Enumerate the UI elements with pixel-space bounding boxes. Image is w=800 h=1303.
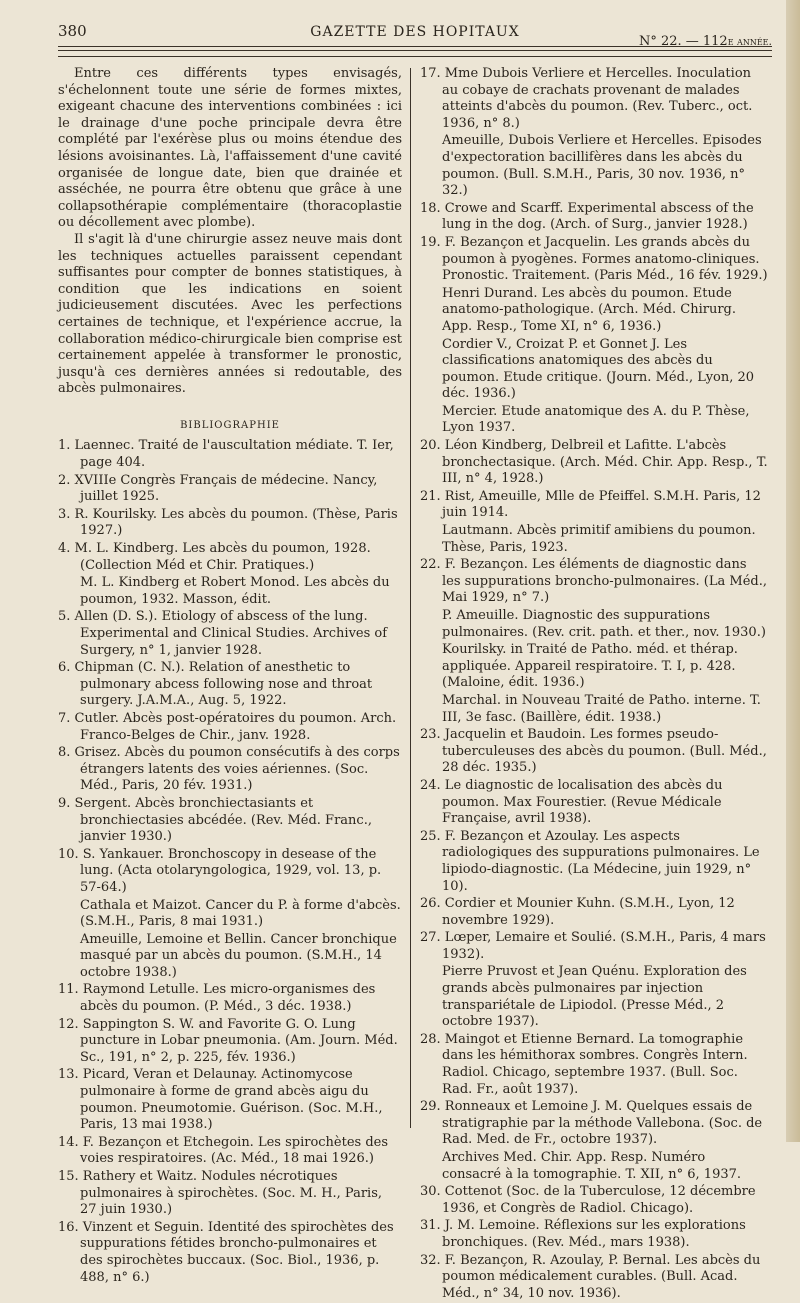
reference-item: Henri Durand. Les abcès du poumon. Etude anatomo-pathologique. (Arch. Méd. Chirurg. App. Resp., Tome XI, n° 6, 1936.) bbox=[442, 285, 736, 334]
reference-item: Pierre Pruvost et Jean Quénu. Exploration des grands abcès pulmonaires par injection transpariétale de Lipiodol. (Presse Méd., 2 octobre 1937). bbox=[442, 964, 747, 1030]
reference-item: 32. F. Bezançon, R. Azoulay, P. Bernal. Les abcès du poumon médicalement curables. (Bull. Acad. Méd., n° 34, 10 nov. 1936). bbox=[420, 1252, 761, 1301]
body-paragraph: Entre ces différents types envisagés, s'échelonnent toute une série de formes mixtes, exigeant chacune des interventions combinées : ici le drainage d'une poche principale devra être complété par l'exérèse plus ou moins étendue des lésions avoisinantes. Là, l'affaissement d'une cavité organisée de longue date, bien que drainée et asséchée, ne pourra être obtenu que grâce à une collapsothérapie complémentaire (thoracoplastie ou décollement avec plombe). bbox=[58, 66, 402, 231]
reference-item: Ameuille, Lemoine et Bellin. Cancer bronchique masqué par un abcès du poumon. (S.M.H., 14 octobre 1938.) bbox=[80, 931, 397, 980]
reference-item: Marchal. in Nouveau Traité de Patho. interne. T. III, 3e fasc. (Baillère, édit. 1938.) bbox=[442, 692, 761, 725]
reference-item: 11. Raymond Letulle. Les micro-organismes des abcès du poumon. (P. Méd., 3 déc. 1938.) bbox=[58, 982, 376, 1015]
issue-number-main: N° 22. — 112 bbox=[638, 34, 728, 49]
reference-item: 30. Cottenot (Soc. de la Tuberculose, 12 décembre 1936, et Congrès de Radiol. Chicago). bbox=[420, 1184, 756, 1216]
reference-item: 27. Lœper, Lemaire et Soulié. (S.M.H., Paris, 4 mars 1932). bbox=[420, 930, 766, 962]
right-column bbox=[420, 66, 768, 1303]
reference-item: Cathala et Maizot. Cancer du P. à forme d'abcès. (S.M.H., Paris, 8 mai 1931.) bbox=[80, 897, 401, 930]
header-rule bbox=[58, 50, 772, 51]
header-rule bbox=[58, 46, 772, 47]
reference-item: 13. Picard, Veran et Delaunay. Actinomycose pulmonaire à forme de grand abcès aigu du poumon. Pneumotomie. Guérison. (Soc. M.H., Paris, 13 mai 1938.) bbox=[58, 1067, 383, 1133]
reference-item: 3. R. Kourilsky. Les abcès du poumon. (Thèse, Paris 1927.) bbox=[58, 506, 398, 539]
reference-item: 20. Léon Kindberg, Delbreil et Lafitte. L'abcès bronchectasique. (Arch. Méd. Chir. App. Resp., T. III, n° 4, 1928.) bbox=[420, 438, 768, 487]
reference-item: 5. Allen (D. S.). Etiology of abscess of the lung. Experimental and Clinical Studies. Archives of Surgery, n° 1, janvier 1928. bbox=[58, 609, 388, 658]
reference-item: 28. Maingot et Etienne Bernard. La tomographie dans les hémithorax sombres. Congrès Intern. Radiol. Chicago, septembre 1937. (Bull. Soc. Rad. Fr., août 1937). bbox=[420, 1031, 748, 1097]
reference-item: 7. Cutler. Abcès post-opératoires du poumon. Arch. Franco-Belges de Chir., janv. 1928. bbox=[58, 710, 397, 743]
issue-suffix: e année. bbox=[727, 35, 772, 48]
page-header bbox=[58, 20, 772, 48]
body-paragraph: Il s'agit là d'une chirurgie assez neuve mais dont les techniques actuelles paraissent cependant suffisantes pour compter de bonnes statistiques, à condition que les indications en soient judicieusement discutées. Avec les perfections certaines de technique, et l'expérience accrue, la collaboration médico-chirurgicale bien comprise est certainement appelée à transformer le pronostic, jusqu'à ces dernières années si redoutable, des abcès pulmonaires. bbox=[58, 231, 402, 397]
journal-title: GAZETTE DES HOPITAUX bbox=[310, 24, 520, 40]
reference-item: 22. F. Bezançon. Les éléments de diagnostic dans les suppurations broncho-pulmonaires. (La Méd., Mai 1929, n° 7.) bbox=[420, 557, 767, 606]
reference-item: 26. Cordier et Mounier Kuhn. (S.M.H., Lyon, 12 novembre 1929). bbox=[420, 896, 735, 928]
left-column bbox=[58, 66, 402, 1287]
reference-item: 1. Laennec. Traité de l'auscultation médiate. T. Ier, page 404. bbox=[58, 438, 394, 471]
reference-item: 10. S. Yankauer. Bronchoscopy in desease of the lung. (Acta otolaryngologica, 1929, vol. 13, p. 57-64.) bbox=[58, 846, 382, 895]
reference-item: Kourilsky. in Traité de Patho. méd. et thérap. appliquée. Appareil respiratoire. T. I, p. 428.(Maloine, édit. 1936.) bbox=[442, 642, 738, 691]
reference-item: 25. F. Bezançon et Azoulay. Les aspects radiologiques des suppurations pulmonaires. Le lipiodo-diagnostic. (La Médecine, juin 1929, n° 10). bbox=[420, 828, 760, 894]
reference-item: Lautmann. Abcès primitif amibiens du poumon. Thèse, Paris, 1923. bbox=[442, 523, 756, 555]
reference-item: 14. F. Bezançon et Etchegoin. Les spirochètes des voies respiratoires. (Ac. Méd., 18 mai 1926.) bbox=[58, 1134, 389, 1167]
reference-item: 31. J. M. Lemoine. Réflexions sur les explorations bronchiques. (Rev. Méd., mars 1938). bbox=[420, 1218, 746, 1250]
reference-item: Ameuille, Dubois Verliere et Hercelles. Episodes d'expectoration bacillifères dans les abcès du poumon. (Bull. S.M.H., Paris, 30 nov. 1936, n° 32.) bbox=[442, 133, 762, 199]
reference-item: P. Ameuille. Diagnostic des suppurations pulmonaires. (Rev. crit. path. et ther., nov. 1930.) bbox=[442, 608, 766, 640]
reference-item: 9. Sergent. Abcès bronchiectasiants et bronchiectasies abcédée. (Rev. Méd. Franc., janvier 1930.) bbox=[58, 795, 372, 845]
bibliography-title: BIBLIOGRAPHIE bbox=[180, 419, 280, 431]
reference-item: 2. XVIIIe Congrès Français de médecine. Nancy, juillet 1925. bbox=[58, 472, 378, 505]
page-edge bbox=[786, 0, 800, 1142]
bibliography-list bbox=[58, 438, 402, 1286]
reference-item: Mercier. Etude anatomique des A. du P. Thèse, Lyon 1937. bbox=[442, 403, 750, 436]
reference-item: 16. Vinzent et Seguin. Identité des spirochètes des suppurations fétides broncho-pulmonaires et des spirochètes buccaux. (Soc. Biol., 1936, p. 488, n° 6.) bbox=[58, 1219, 394, 1285]
reference-item: 6. Chipman (C. N.). Relation of anesthetic to pulmonary abcess following nose and throat surgery. J.A.M.A., Aug. 5, 1922. bbox=[58, 660, 373, 709]
reference-item: 29. Ronneaux et Lemoine J. M. Quelques essais de stratigraphie par la méthode Vallebona. (Soc. de Rad. Med. de Fr., octobre 1937). bbox=[420, 1099, 763, 1148]
reference-item: 24. Le diagnostic de localisation des abcès du poumon. Max Fourestier. (Revue Médicale Française, avril 1938). bbox=[420, 777, 723, 827]
header-rule bbox=[58, 56, 772, 57]
page-number: 380 bbox=[58, 22, 87, 40]
reference-item: 8. Grisez. Abcès du poumon consécutifs à des corps étrangers latents des voies aériennes. (Soc. Méd., Paris, 20 fév. 1931.) bbox=[58, 745, 400, 794]
reference-item: 4. M. L. Kindberg. Les abcès du poumon, 1928. (Collection Méd et Chir. Pratiques.) bbox=[58, 541, 371, 573]
column-divider bbox=[410, 68, 411, 1128]
reference-item: 19. F. Bezançon et Jacquelin. Les grands abcès du poumon à pyogènes. Formes anatomo-cliniques. Pronostic. Traitement. (Paris Méd., 16 fév. 1929.) bbox=[420, 234, 768, 284]
reference-item: Cordier V., Croizat P. et Gonnet J. Les classifications anatomiques des abcès du poumon. Etude critique. (Journ. Méd., Lyon, 20 déc. 1936.) bbox=[442, 336, 755, 402]
reference-item: 15. Rathery et Waitz. Nodules nécrotiques pulmonaires à spirochètes. (Soc. M. H., Paris, 27 juin 1930.) bbox=[58, 1169, 383, 1218]
reference-item: M. L. Kindberg et Robert Monod. Les abcès du poumon, 1932. Masson, édit. bbox=[80, 575, 390, 607]
reference-item: 23. Jacquelin et Baudoin. Les formes pseudo-tuberculeuses des abcès du poumon. (Bull. Méd., 28 déc. 1935.) bbox=[420, 727, 767, 776]
reference-item: 18. Crowe and Scarff. Experimental abscess of the lung in the dog. (Arch. of Surg., janvier 1928.) bbox=[420, 200, 754, 233]
reference-item: 12. Sappington S. W. and Favorite G. O. Lung puncture in Lobar pneumonia. (Am. Journ. Méd. Sc., 191, n° 2, p. 225, fév. 1936.) bbox=[58, 1016, 398, 1065]
bibliography-list bbox=[420, 66, 768, 1302]
reference-item: 17. Mme Dubois Verliere et Hercelles. Inoculation au cobaye de crachats provenant de malades atteints d'abcès du poumon. (Rev. Tuberc., oct. 1936, n° 8.) bbox=[420, 66, 753, 131]
reference-item: 21. Rist, Ameuille, Mlle de Pfeiffel. S.M.H. Paris, 12 juin 1914. bbox=[420, 488, 761, 521]
reference-item: Archives Med. Chir. App. Resp. Numéro consacré à la tomographie. T. XII, n° 6, 1937. bbox=[442, 1150, 742, 1182]
